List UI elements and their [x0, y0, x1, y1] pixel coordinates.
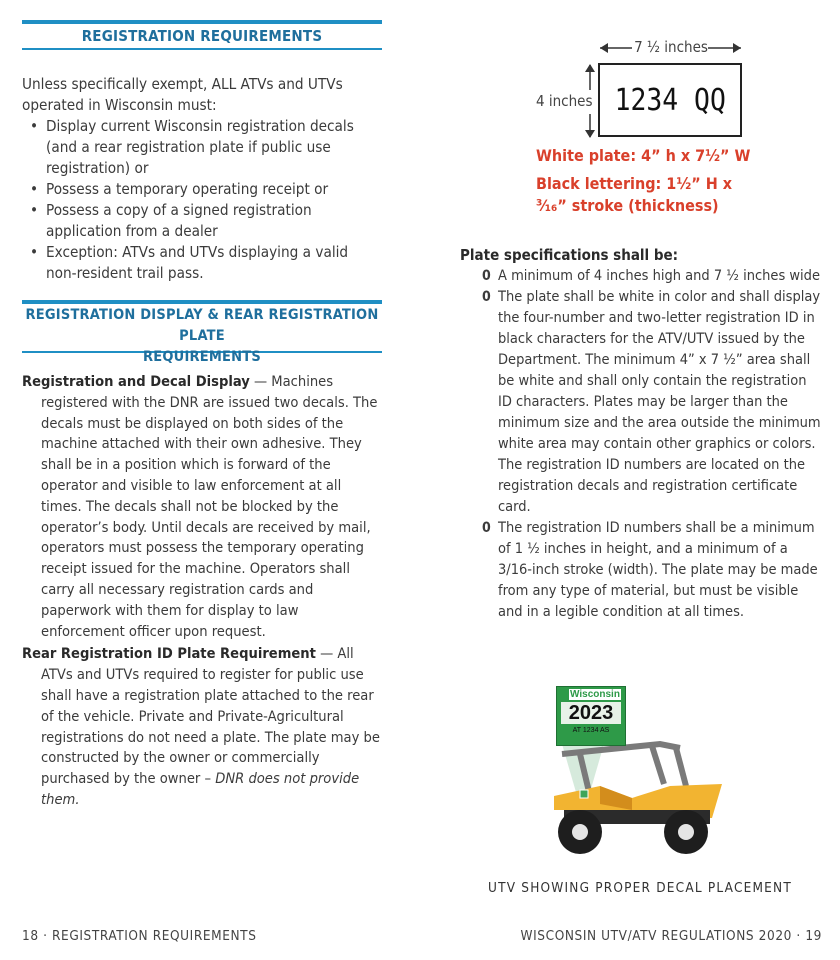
- list-item: 0 A minimum of 4 inches high and 7 ½ inches wide: [498, 266, 822, 287]
- utv-caption: UTV SHOWING PROPER DECAL PLACEMENT: [488, 880, 792, 896]
- black-lettering-note-1: Black lettering: 1½” H x: [536, 174, 733, 193]
- plate-specs-list: [460, 266, 822, 623]
- list-item: 0 The plate shall be white in color and shall display the four-number and two-letter registration ID in black characters for the ATV/UTV issued by the Department. The minimum 4” x 7 ½” area shall be white and shall only contain the registration ID characters. Plates may be larger than the minimum size and the area outside the minimum white area may contain other graphics or colors. The registration ID numbers are located on the registration decals and registration certificate card.: [482, 289, 821, 515]
- decal-display-paragraph: [22, 372, 380, 642]
- section-heading-registration-requirements: REGISTRATION REQUIREMENTS: [22, 20, 382, 50]
- display-paragraphs: [22, 372, 380, 811]
- section-heading-display-plate: REGISTRATION DISPLAY & REAR REGISTRATION PLATE REQUIREMENTS: [22, 300, 382, 353]
- width-label: 7 ½ inches: [634, 38, 708, 56]
- list-item: • Exception: ATVs and UTVs displaying a valid non-resident trail pass.: [46, 242, 372, 284]
- list-item: • Possess a copy of a signed registration application from a dealer: [46, 200, 372, 242]
- rear-plate-title: Rear Registration ID Plate Requirement: [22, 645, 316, 663]
- requirements-list: [22, 116, 372, 284]
- decal-id: AT 1234 AS: [572, 727, 610, 734]
- license-plate: [598, 63, 742, 137]
- plate-width-dimension: [598, 38, 744, 58]
- list-item: • Possess a temporary operating receipt or: [46, 179, 372, 200]
- rear-plate-text: — All ATVs and UTVs required to register for public use shall have a registration plate attached to the rear of the vehicle. Private and Private-Agricultural registrations do not need a plate. The plate may be constructed by the owner or commercially purchased by the owner –: [41, 645, 380, 788]
- plate-number: 1234 QQ: [614, 82, 726, 118]
- plate-height-dimension: [536, 62, 600, 140]
- rear-plate-paragraph: [22, 644, 380, 810]
- list-item: 0 The registration ID numbers shall be a minimum of 1 ½ inches in height, and a minimum of a 3/16-inch stroke (width). The plate may be made from any type of material, but must be visible and in a legible condition at all times.: [482, 520, 818, 620]
- decal-state: Wisconsin: [570, 689, 620, 700]
- list-item: • Display current Wisconsin registration decals (and a rear registration plate if public use registration) or: [46, 116, 372, 179]
- registration-decal: [556, 686, 626, 746]
- decal-display-text: — Machines registered with the DNR are issued two decals. The decals must be displayed on both sides of the machine attached with their own adhesive. They shall be in a position which is forward of the operator and visible to law enforcement at all times. The decals shall not be blocked by the operator’s body. Until decals are received by mail, operators must possess the temporary operating receipt issued for the machine. Operators shall carry all necessary registration cards and paperwork with them for display to law enforcement officer upon request.: [41, 373, 378, 640]
- height-label: 4 inches: [536, 92, 593, 110]
- plate-specs-heading: Plate specifications shall be:: [460, 246, 679, 264]
- decal-year: 2023: [561, 702, 621, 724]
- plate-specifications: [460, 245, 822, 623]
- white-plate-note: White plate: 4” h x 7½” W: [536, 146, 751, 165]
- footer-left: 18 · REGISTRATION REQUIREMENTS: [22, 928, 257, 944]
- black-lettering-note-2: ³⁄₁₆” stroke (thickness): [536, 196, 719, 215]
- intro-text: Unless specifically exempt, ALL ATVs and UTVs operated in Wisconsin must:: [22, 75, 343, 114]
- rear-plate-italic: DNR does not provide them.: [41, 770, 360, 808]
- bullet-glyph: 0: [482, 268, 491, 284]
- utv-illustration: [540, 686, 730, 862]
- bullet-glyph: 0: [482, 520, 491, 536]
- footer-right: WISCONSIN UTV/ATV REGULATIONS 2020 · 19: [520, 928, 822, 944]
- bullet-glyph: 0: [482, 289, 491, 305]
- plate-spec-notes: [536, 145, 796, 217]
- registration-intro: [22, 74, 372, 284]
- decal-display-title: Registration and Decal Display: [22, 373, 250, 390]
